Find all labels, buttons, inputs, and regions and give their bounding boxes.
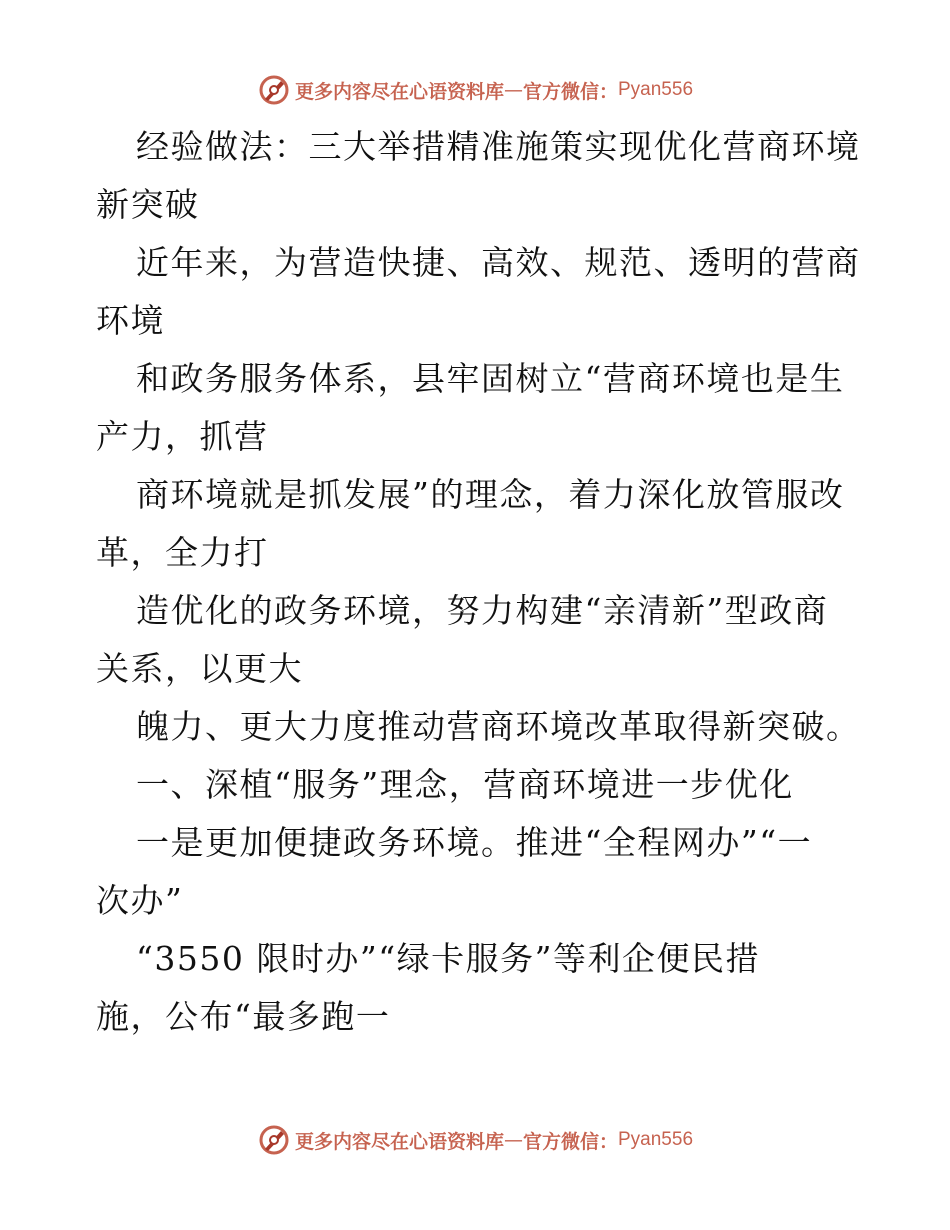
quill-logo-icon bbox=[257, 1123, 291, 1157]
text-line: 施，公布“最多跑一 bbox=[96, 997, 391, 1036]
watermark-wechat-id: Pyan556 bbox=[618, 79, 694, 100]
quill-logo-icon bbox=[257, 73, 291, 107]
text-line: 近年来，为营造快捷、高效、规范、透明的营商 bbox=[136, 243, 861, 282]
watermark-dash: — bbox=[503, 79, 523, 101]
watermark-wechat-id: Pyan556 bbox=[618, 1129, 694, 1150]
text-line: 产力，抓营 bbox=[96, 417, 269, 456]
watermark-official-label: 官方微信： bbox=[522, 1130, 618, 1153]
document-body bbox=[96, 118, 866, 1046]
footer-watermark bbox=[0, 1120, 950, 1160]
watermark-site-text: 更多内容尽在心语资料库 bbox=[294, 1130, 504, 1153]
text-line: 新突破 bbox=[96, 185, 200, 224]
watermark-dash: — bbox=[503, 1129, 523, 1151]
text-line: “3550 限时办”“绿卡服务”等利企便民措 bbox=[136, 939, 760, 978]
text-line: 和政务服务体系，县牢固树立“营商环境也是生 bbox=[136, 359, 845, 398]
text-line: 造优化的政务环境，努力构建“亲清新”型政商 bbox=[136, 591, 829, 630]
text-line: 关系，以更大 bbox=[96, 649, 303, 688]
text-line: 魄力、更大力度推动营商环境改革取得新突破。 bbox=[136, 707, 861, 746]
text-line: 次办” bbox=[96, 881, 184, 920]
section-heading: 一、深植“服务”理念，营商环境进一步优化 bbox=[136, 765, 794, 804]
watermark-official-label: 官方微信： bbox=[522, 80, 618, 103]
text-line: 经验做法：三大举措精准施策实现优化营商环境 bbox=[136, 127, 861, 166]
text-line: 商环境就是抓发展”的理念，着力深化放管服改 bbox=[136, 475, 845, 514]
text-line: 环境 bbox=[96, 301, 165, 340]
header-watermark bbox=[0, 70, 950, 110]
watermark-site-text: 更多内容尽在心语资料库 bbox=[294, 80, 504, 103]
text-line: 革，全力打 bbox=[96, 533, 269, 572]
text-line: 一是更加便捷政务环境。推进“全程网办”“一 bbox=[136, 823, 813, 862]
